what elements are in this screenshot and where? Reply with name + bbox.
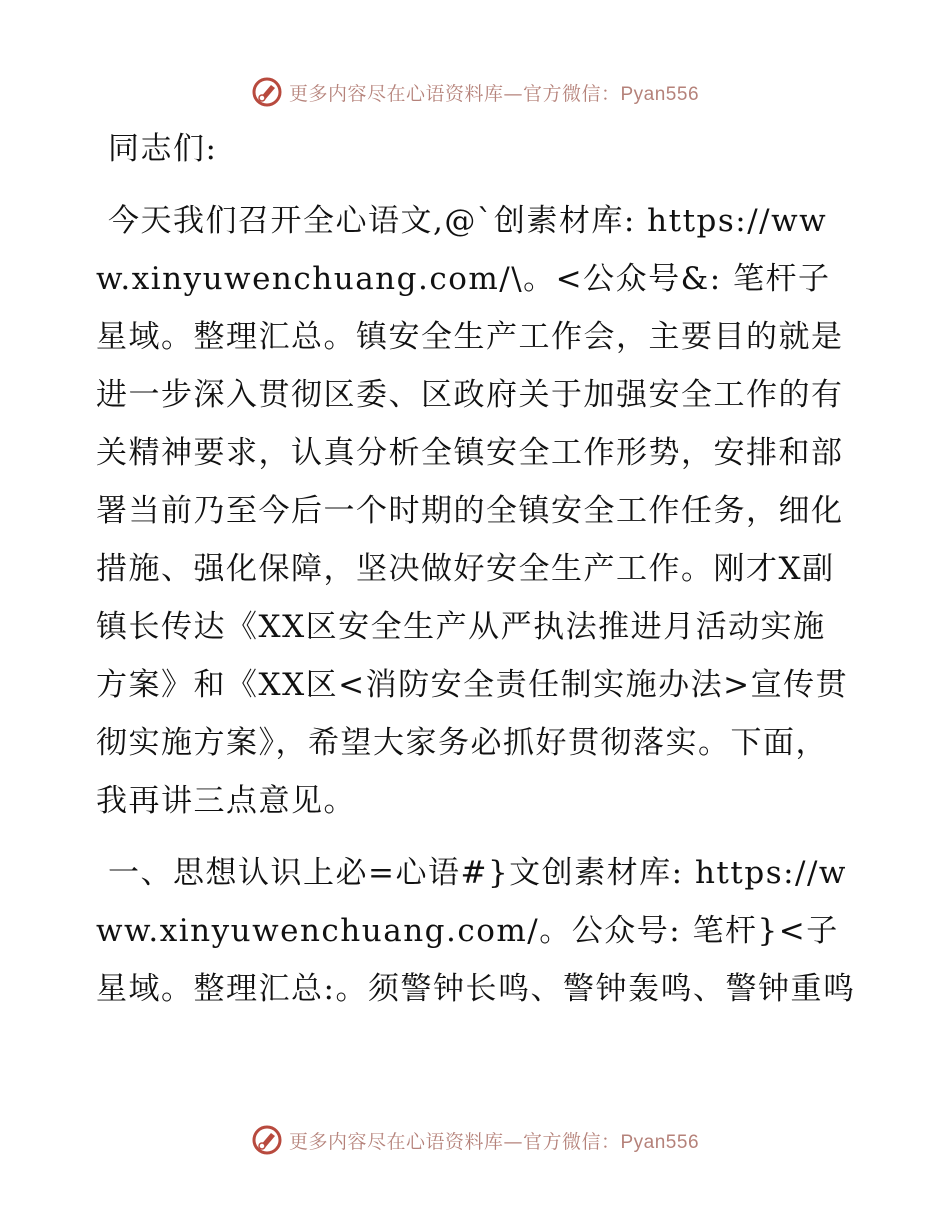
pen-logo-icon [251,76,283,108]
pen-logo-icon [251,1124,283,1156]
paragraph-intro: 今天我们召开全心语文,@`创素材库: https://www.xinyuwenchuang.com/\。<公众号&: 笔杆子星域。整理汇总。镇安全生产工作会，主要目的就是进一步深入贯彻区委、区政府关于加强安全工作的有关精神要求，认真分析全镇安全工作形势，安排和部署当前乃至今后一个时期的全镇安全工作任务，细化措施、强化保障，坚决做好安全生产工作。刚才X副镇长传达《XX区安全生产从严执法推进月活动实施方案》和《XX区<消防安全责任制实施办法>宣传贯彻实施方案》，希望大家务必抓好贯彻落实。下面，我再讲三点意见。 [96,203,849,819]
watermark-text: 更多内容尽在心语资料库—官方微信：Pyan556 [288,1130,700,1153]
document-body [96,120,856,1018]
watermark-text: 更多内容尽在心语资料库—官方微信：Pyan556 [288,82,700,105]
paragraph-section-one: 一、思想认识上必=心语#}文创素材库: https://www.xinyuwenchuang.com/。公众号: 笔杆}<子星域。整理汇总:。须警钟长鸣、警钟轰鸣、警钟重鸣 [96,855,856,1007]
watermark-footer [0,1120,950,1160]
watermark-header [0,72,950,112]
greeting: 同志们: [108,131,218,167]
